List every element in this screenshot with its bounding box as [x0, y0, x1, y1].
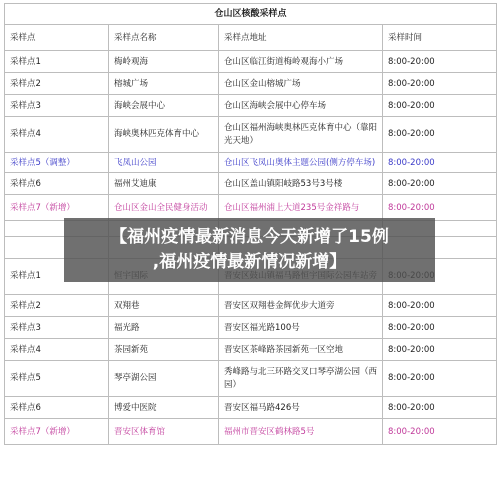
cell-time: 8:00-20:00	[383, 339, 497, 361]
cell-point: 采样点7（新增）	[5, 195, 109, 221]
cell-name: 茶园新苑	[109, 339, 219, 361]
cell-point: 采样点5	[5, 361, 109, 397]
cell-time: 8:00-20:00	[383, 117, 497, 153]
cell-time: 8:00-20:00	[383, 361, 497, 397]
cell-point: 采样点7（新增）	[5, 419, 109, 445]
cell-point: 采样点2	[5, 295, 109, 317]
table-row	[5, 173, 497, 195]
table-row	[5, 153, 497, 173]
cell-time: 8:00-20:00	[383, 153, 497, 173]
cell-point: 采样点4	[5, 117, 109, 153]
cell-name: 梅岭观海	[109, 51, 219, 73]
cell-time: 8:00-20:00	[383, 73, 497, 95]
cell-time: 8:00-20:00	[383, 51, 497, 73]
cell-name: 福州艾迪康	[109, 173, 219, 195]
table-row	[5, 419, 497, 445]
headline-banner	[64, 218, 435, 282]
headline-line-1: 【福州疫情最新消息今天新增了15例	[110, 227, 389, 247]
cell-address: 仓山区福州浦上大道235号金祥路与	[219, 195, 383, 221]
cell-address: 晋安区茶峰路茶园新苑一区空地	[219, 339, 383, 361]
cell-name: 博爱中医院	[109, 397, 219, 419]
cell-point: 采样点3	[5, 317, 109, 339]
table-row	[5, 51, 497, 73]
cell-time: 8:00-20:00	[383, 95, 497, 117]
cell-address: 仓山区临江街道梅岭观海小广场	[219, 51, 383, 73]
cell-point: 采样点5（调整）	[5, 153, 109, 173]
cell-time: 8:00-20:00	[383, 419, 497, 445]
table-row	[5, 295, 497, 317]
cell-address: 秀峰路与北三环路交叉口琴亭湖公园（西园）	[219, 361, 383, 397]
cell-name: 采样点名称	[109, 25, 219, 51]
table-row	[5, 195, 497, 221]
table-row	[5, 317, 497, 339]
cell-point: 采样点3	[5, 95, 109, 117]
cell-point: 采样点	[5, 25, 109, 51]
table-title: 仓山区核酸采样点	[5, 4, 497, 25]
cell-point: 采样点6	[5, 397, 109, 419]
cell-address: 福州市晋安区鹤林路5号	[219, 419, 383, 445]
cell-point: 采样点2	[5, 73, 109, 95]
table-row	[5, 397, 497, 419]
cell-name: 飞凤山公园	[109, 153, 219, 173]
cell-name: 海峡奥林匹克体育中心	[109, 117, 219, 153]
cell-time: 8:00-20:00	[383, 317, 497, 339]
cell-name: 仓山区金山全民健身活动	[109, 195, 219, 221]
cell-name: 福光路	[109, 317, 219, 339]
cell-address: 仓山区飞凤山奥体主题公园(侧方停车场)	[219, 153, 383, 173]
cell-name: 晋安区体育馆	[109, 419, 219, 445]
cell-point: 采样点1	[5, 51, 109, 73]
cell-time: 采样时间	[383, 25, 497, 51]
cell-address: 晋安区福马路426号	[219, 397, 383, 419]
cell-address: 晋安区福光路100号	[219, 317, 383, 339]
table-row	[5, 95, 497, 117]
cell-address: 仓山区海峡会展中心停车场	[219, 95, 383, 117]
cell-address: 采样点地址	[219, 25, 383, 51]
table-row	[5, 361, 497, 397]
cell-point: 采样点1	[5, 259, 109, 295]
cell-name: 榕城广场	[109, 73, 219, 95]
cell-point: 采样点6	[5, 173, 109, 195]
cell-name: 琴亭湖公园	[109, 361, 219, 397]
cell-address: 仓山区盖山镇阳岐路53号3号楼	[219, 173, 383, 195]
cell-address: 仓山区福州海峡奥林匹克体育中心（靠阳光天地）	[219, 117, 383, 153]
table-header-row	[5, 25, 497, 51]
cell-time: 8:00-20:00	[383, 195, 497, 221]
cell-name: 海峡会展中心	[109, 95, 219, 117]
cell-address: 仓山区金山榕城广场	[219, 73, 383, 95]
headline-line-2: ,福州疫情最新情况新增】	[152, 252, 347, 272]
cell-address: 晋安区双翔巷金辉优步大道旁	[219, 295, 383, 317]
table-row	[5, 73, 497, 95]
cell-name: 双翔巷	[109, 295, 219, 317]
table-title-row	[5, 4, 497, 25]
cell-time: 8:00-20:00	[383, 397, 497, 419]
table-row	[5, 117, 497, 153]
cell-point: 采样点4	[5, 339, 109, 361]
table-row	[5, 339, 497, 361]
cell-time: 8:00-20:00	[383, 295, 497, 317]
cell-time: 8:00-20:00	[383, 173, 497, 195]
